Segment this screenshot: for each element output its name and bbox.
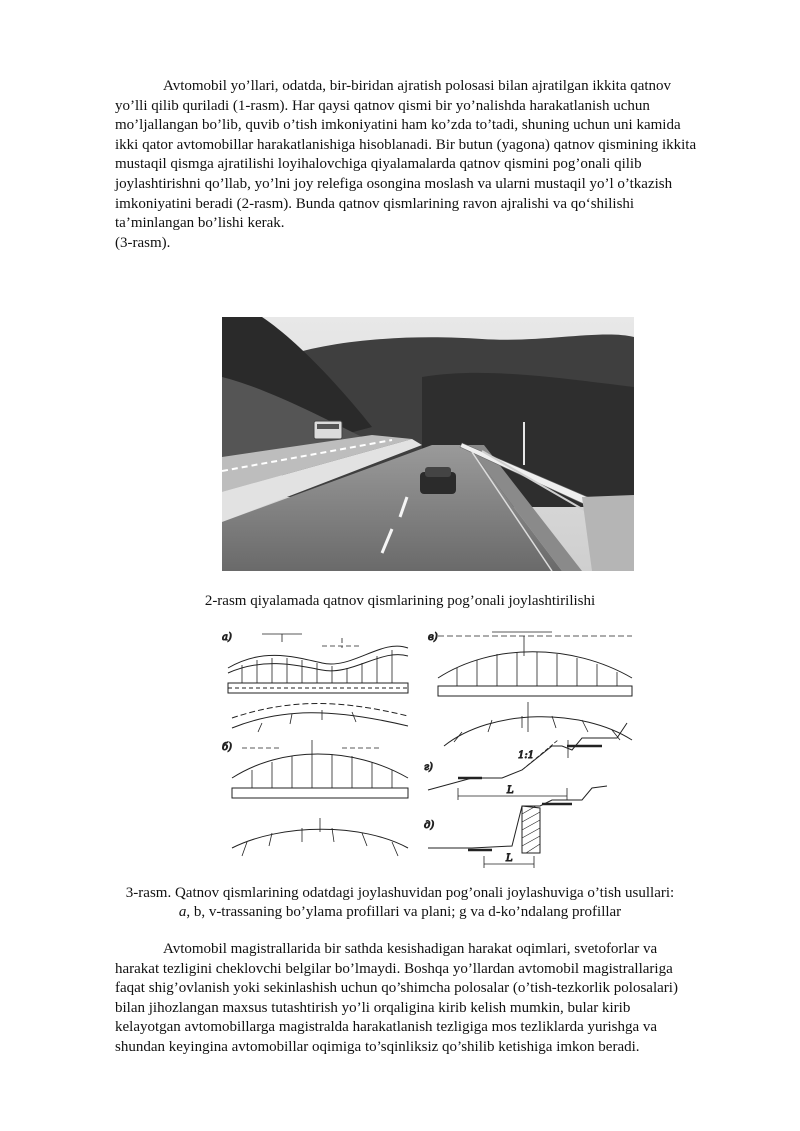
figure2-caption: 2-rasm qiyalamada qatnov qismlarining pog’onali joylashtirilishi — [204, 593, 596, 609]
highway-line-1: Avtomobil magistrallarida bir sathda kesishadigan harakat oqimlari, svetoforlar va — [163, 941, 658, 957]
label-d: д) — [424, 820, 435, 831]
intro-line-1: Avtomobil yo’llari, odatda, bir-biridan ajratish polosasi bilan ajratilgan ikkita qatnov — [163, 78, 672, 94]
intro-line-3: mo’ljallangan bo’lib, quvib o’tish imkoniyatini ham ko’zda to’tadi, shuning uchun uni kamida — [115, 117, 681, 134]
figure3-caption-italic: a — [178, 904, 187, 920]
figure3-caption-line1: 3-rasm. Qatnov qismlarining odatdagi joylashuvidan pog’onali joylashuviga o’tish usullari: — [125, 885, 675, 901]
intro-line-5: mustaqil qismga ajratilishi loyihalovchiga qiyalamalarda qatnov qismini pog’onali qilib — [115, 156, 642, 173]
label-b: б) — [222, 742, 233, 753]
highway-line-4: bilan jihozlangan maxsus tutashtirish yo’li orqaligina kirib kelish mumkin, bular kirib — [115, 999, 631, 1016]
highway-line-3: faqat shig’ovlanish yoki sekinlashish uchun qo’shimcha polosalar (o’tish-tezkorlik polosalari) — [115, 980, 678, 997]
label-v: в) — [428, 632, 438, 643]
label-slope: 1:1 — [518, 750, 535, 761]
intro-line-8: ta’minlangan bo’lishi kerak. — [115, 215, 285, 231]
intro-trailing: (3-rasm). — [115, 234, 171, 251]
highway-paragraph-end — [115, 1038, 741, 1058]
highway-line-2: harakat tezligini cheklovchi belgilar bo’lmaydi. Boshqa yo’llardan avtomobil magistrallariga — [115, 960, 673, 977]
intro-line-4: ikki qator avtomobillar harakatlanishiga hisoblanadi. Bir butun (yagona) qatnov qismining ikkita — [115, 136, 697, 153]
transition-diagrams — [222, 628, 642, 873]
figure3-caption-rest: , b, v-trassaning bo’ylama profillari va plani; g va d-ko’ndalang profillar — [186, 904, 622, 920]
label-g: г) — [424, 762, 433, 773]
intro-paragraph-end — [115, 214, 741, 253]
intro-line-6: joylashtirishni qo’llab, yo’lni joy relefiga osongina moslash va ularni mustaqil yo’l o’tkazish — [115, 175, 673, 192]
label-L-d: L — [506, 853, 513, 864]
figure3-caption-line2 — [0, 903, 800, 923]
intro-line-7: imkoniyatini beradi (2-rasm). Bunda qatnov qismlarining ravon ajralishi va qoʻshilishi — [115, 195, 635, 212]
label-a: а) — [222, 632, 232, 643]
label-L-g: L — [507, 785, 514, 796]
highway-line-6: shundan keyingina avtomobillar oqimiga to’sqinliksiz qo’shilib ketishiga imkon beradi. — [115, 1039, 640, 1055]
highway-paragraph — [115, 940, 741, 1038]
intro-paragraph — [115, 77, 741, 214]
highway-line-5: kelayotgan avtomobillarga magistralda harakatlanish tezligiga mos tezliklarda yurishga va — [115, 1019, 658, 1036]
road-photo — [222, 317, 634, 571]
intro-line-2: yo’lli qilib quriladi (1-rasm). Har qaysi qatnov qismi bir yo’nalishda harakatlanish uchun — [115, 97, 650, 114]
